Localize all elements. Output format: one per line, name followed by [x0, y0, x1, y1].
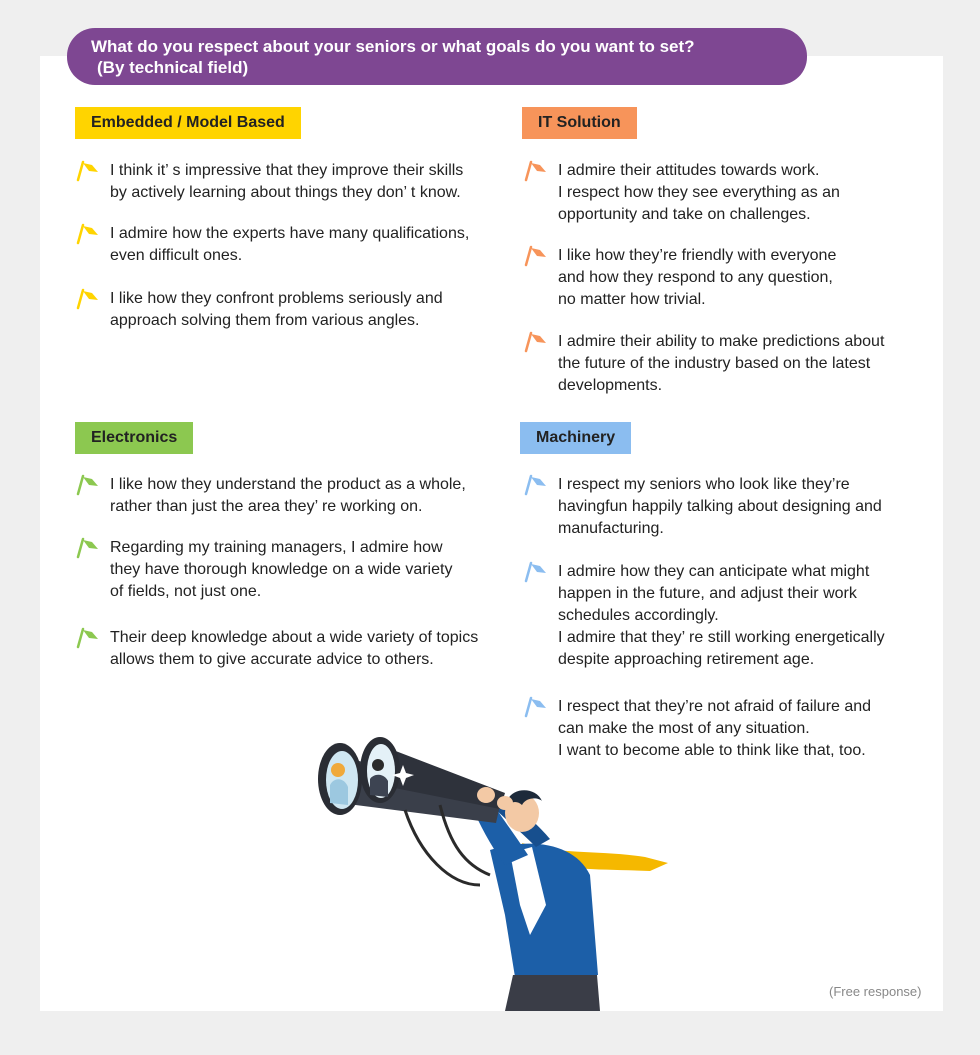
list-item: I admire how they can anticipate what might happen in the future, and adjust their work schedules accordingly. I admire that they’ re still working energetically despite approaching retirement age.	[522, 561, 973, 671]
list-item: Their deep knowledge about a wide variety of topics allows them to give accurate advice to others.	[74, 627, 550, 671]
page-subtitle: (By technical field)	[97, 58, 249, 77]
flag-icon	[74, 288, 102, 310]
flag-icon	[522, 331, 550, 353]
flag-icon	[74, 627, 102, 649]
list-item: I like how they’re friendly with everyone and how they respond to any question, no matter how trivial.	[522, 245, 968, 311]
list-item: I admire their attitudes towards work. I respect how they see everything as an opportunity and take on challenges.	[522, 160, 968, 226]
list-item: I respect that they’re not afraid of failure and can make the most of any situation. I want to become able to think like that, too.	[522, 696, 973, 762]
list-item: I admire how the experts have many qualifications, even difficult ones.	[74, 223, 550, 267]
flag-icon	[522, 474, 550, 496]
page-title: What do you respect about your seniors or what goals do you want to set?	[91, 37, 695, 56]
list-item: I respect my seniors who look like they’re havingfun happily talking about designing and manufacturing.	[522, 474, 973, 540]
section-tag-electronics: Electronics	[75, 422, 193, 454]
man-with-binoculars-illustration	[300, 725, 680, 1011]
page-title-banner	[67, 28, 807, 85]
section-tag-it-solution: IT Solution	[522, 107, 637, 139]
free-response-note: (Free response)	[829, 984, 922, 999]
list-item: I like how they understand the product as a whole, rather than just the area they’ re working on.	[74, 474, 550, 518]
list-item: I admire their ability to make predictions about the future of the industry based on the latest developments.	[522, 331, 968, 397]
list-item: I like how they confront problems seriously and approach solving them from various angles.	[74, 288, 550, 332]
flag-icon	[74, 537, 102, 559]
flag-icon	[522, 245, 550, 267]
section-tag-machinery: Machinery	[520, 422, 631, 454]
list-item: Regarding my training managers, I admire how they have thorough knowledge on a wide variety of fields, not just one.	[74, 537, 550, 603]
list-item: I think it’ s impressive that they improve their skills by actively learning about things they don’ t know.	[74, 160, 550, 204]
flag-icon	[522, 160, 550, 182]
flag-icon	[74, 160, 102, 182]
flag-icon	[74, 474, 102, 496]
flag-icon	[74, 223, 102, 245]
section-tag-embedded: Embedded / Model Based	[75, 107, 301, 139]
flag-icon	[522, 561, 550, 583]
flag-icon	[522, 696, 550, 718]
